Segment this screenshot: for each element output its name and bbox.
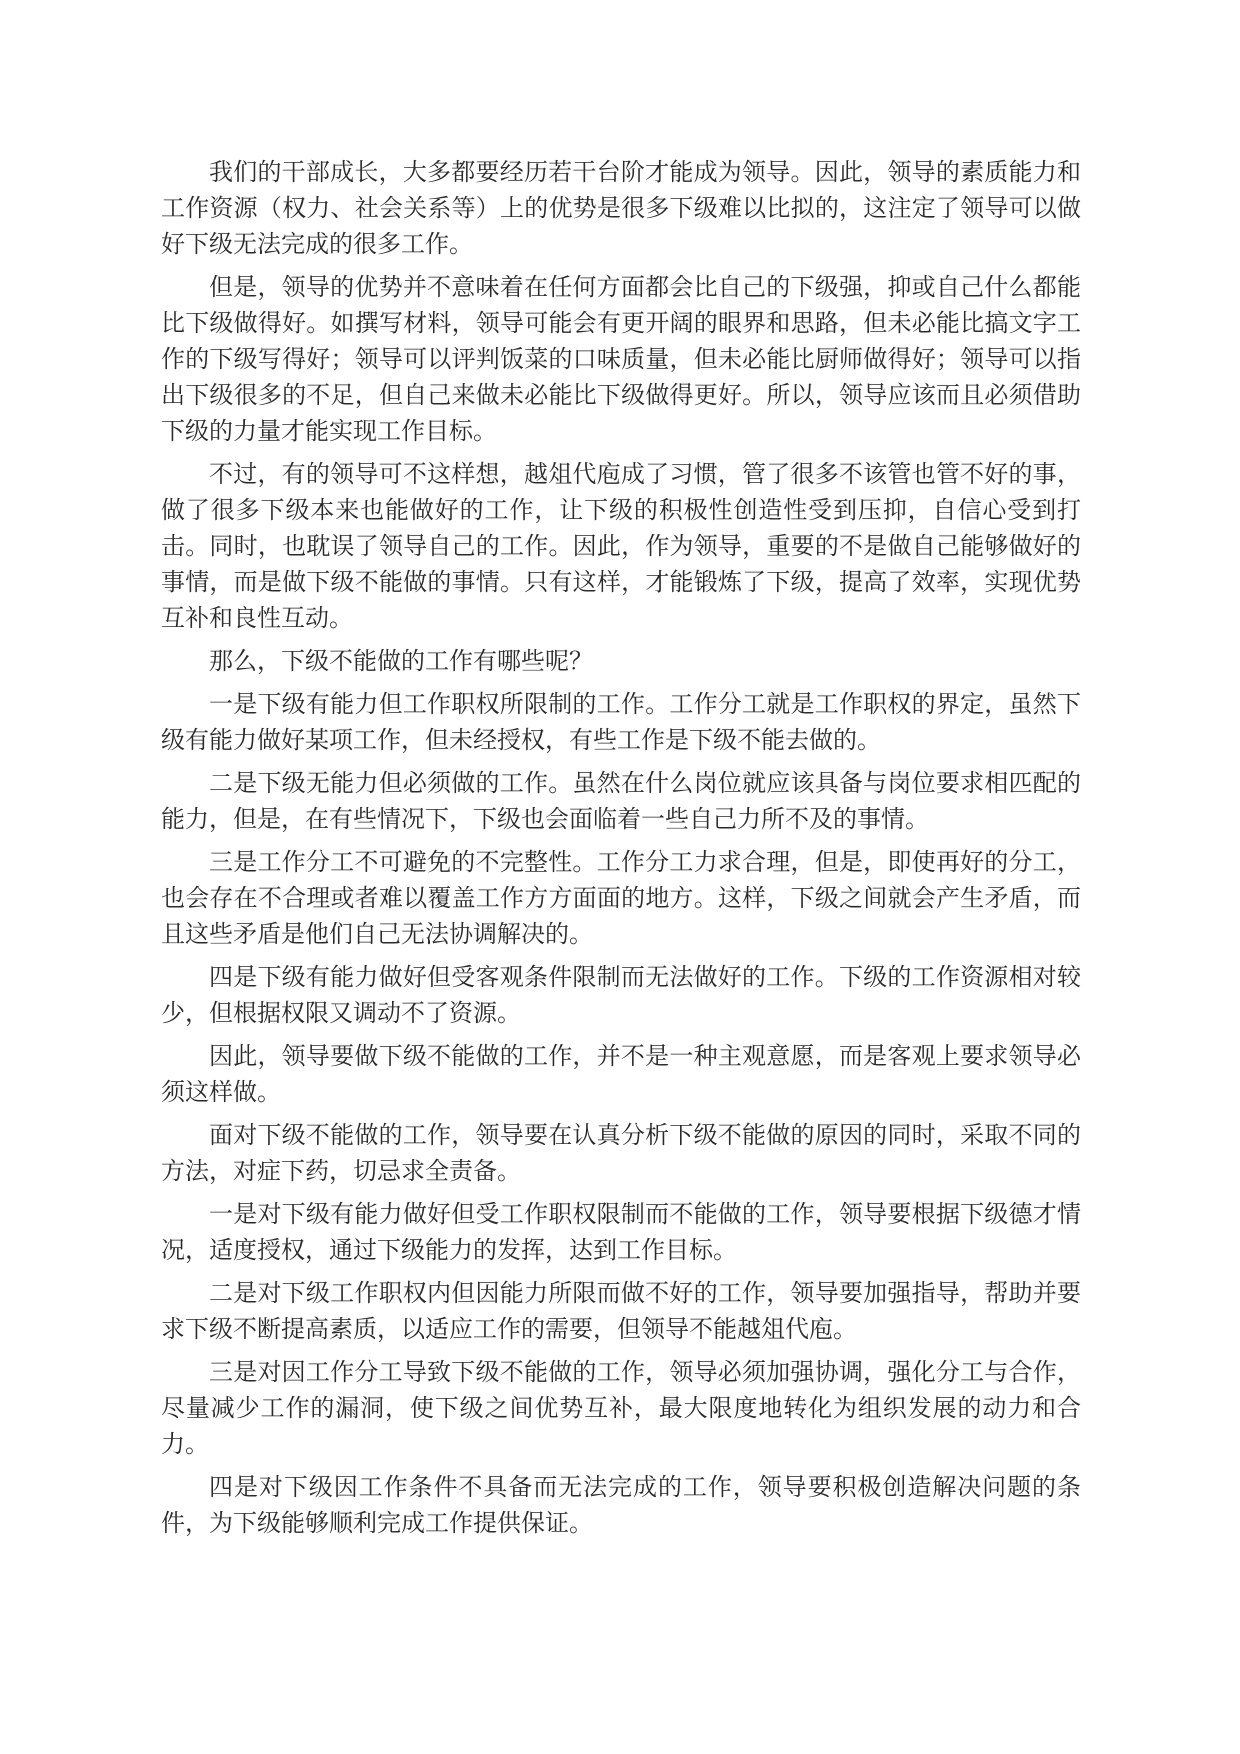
document-body [161, 154, 1081, 1548]
paragraph: 三是对因工作分工导致下级不能做的工作，领导必须加强协调，强化分工与合作，尽量减少工作的漏洞，使下级之间优势互补，最大限度地转化为组织发展的动力和合力。 [161, 1358, 1081, 1458]
paragraph: 二是对下级工作职权内但因能力所限而做不好的工作，领导要加强指导，帮助并要求下级不断提高素质，以适应工作的需要，但领导不能越俎代庖。 [161, 1279, 1081, 1343]
paragraph: 二是下级无能力但必须做的工作。虽然在什么岗位就应该具备与岗位要求相匹配的能力，但是，在有些情况下，下级也会面临着一些自己力所不及的事情。 [161, 769, 1081, 833]
paragraph: 一是对下级有能力做好但受工作职权限制而不能做的工作，领导要根据下级德才情况，适度授权，通过下级能力的发挥，达到工作目标。 [161, 1200, 1081, 1264]
paragraph: 四是对下级因工作条件不具备而无法完成的工作，领导要积极创造解决问题的条件，为下级能够顺利完成工作提供保证。 [161, 1473, 1081, 1537]
paragraph: 三是工作分工不可避免的不完整性。工作分工力求合理，但是，即使再好的分工，也会存在不合理或者难以覆盖工作方方面面的地方。这样，下级之间就会产生矛盾，而且这些矛盾是他们自己无法协调解决的。 [161, 848, 1081, 948]
paragraph: 四是下级有能力做好但受客观条件限制而无法做好的工作。下级的工作资源相对较少，但根据权限又调动不了资源。 [161, 963, 1081, 1027]
paragraph: 不过，有的领导可不这样想，越俎代庖成了习惯，管了很多不该管也管不好的事，做了很多下级本来也能做好的工作，让下级的积极性创造性受到压抑，自信心受到打击。同时，也耽误了领导自己的工作。因此，作为领导，重要的不是做自己能够做好的事情，而是做下级不能做的事情。只有这样，才能锻炼了下级，提高了效率，实现优势互补和良性互动。 [161, 460, 1081, 632]
paragraph: 但是，领导的优势并不意味着在任何方面都会比自己的下级强，抑或自己什么都能比下级做得好。如撰写材料，领导可能会有更开阔的眼界和思路，但未必能比搞文字工作的下级写得好；领导可以评判饭菜的口味质量，但未必能比厨师做得好；领导可以指出下级很多的不足，但自己来做未必能比下级做得更好。所以，领导应该而且必须借助下级的力量才能实现工作目标。 [161, 273, 1081, 445]
paragraph: 我们的干部成长，大多都要经历若干台阶才能成为领导。因此，领导的素质能力和工作资源（权力、社会关系等）上的优势是很多下级难以比拟的，这注定了领导可以做好下级无法完成的很多工作。 [161, 158, 1081, 258]
paragraph: 一是下级有能力但工作职权所限制的工作。工作分工就是工作职权的界定，虽然下级有能力做好某项工作，但未经授权，有些工作是下级不能去做的。 [161, 690, 1081, 754]
paragraph: 因此，领导要做下级不能做的工作，并不是一种主观意愿，而是客观上要求领导必须这样做。 [161, 1042, 1081, 1106]
paragraph: 面对下级不能做的工作，领导要在认真分析下级不能做的原因的同时，采取不同的方法，对症下药，切忌求全责备。 [161, 1121, 1081, 1185]
paragraph: 那么，下级不能做的工作有哪些呢？ [209, 647, 593, 675]
